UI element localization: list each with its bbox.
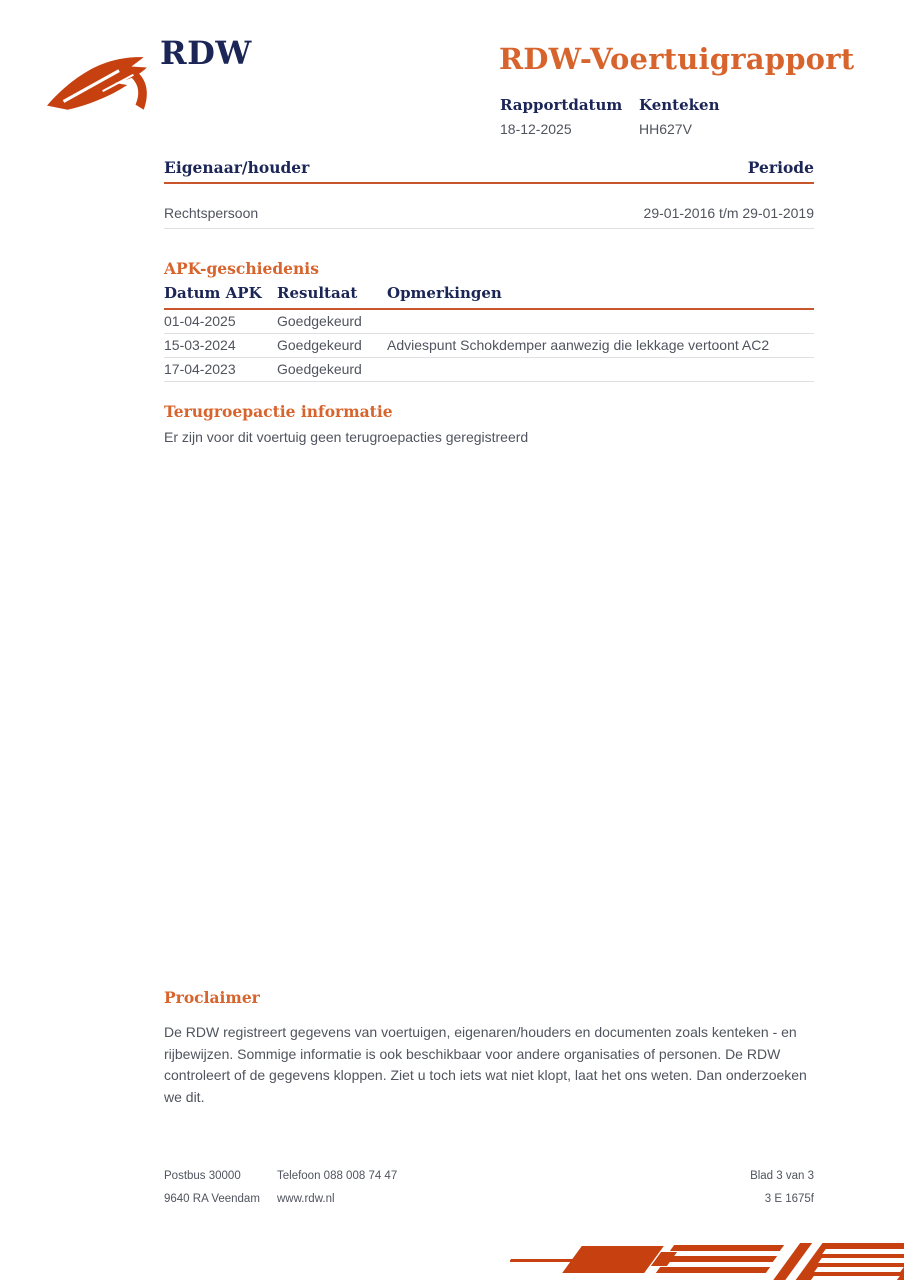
footer-address-line1: Postbus 30000 bbox=[164, 1170, 241, 1182]
footer-address-line2: 9640 RA Veendam bbox=[164, 1193, 260, 1205]
apk-history-section bbox=[164, 259, 814, 382]
report-date-block bbox=[500, 96, 639, 137]
rdw-wing-logo-icon bbox=[45, 54, 153, 114]
owner-section bbox=[164, 158, 814, 229]
report-date-value: 18-12-2025 bbox=[500, 121, 572, 137]
apk-remark bbox=[387, 358, 814, 382]
rdw-wordmark: RDW bbox=[160, 34, 252, 72]
table-row bbox=[164, 309, 814, 334]
license-plate-value: HH627V bbox=[639, 121, 692, 137]
period-value: 29-01-2016 t/m 29-01-2019 bbox=[643, 205, 814, 221]
owner-value: Rechtspersoon bbox=[164, 205, 259, 221]
recall-section bbox=[164, 402, 814, 445]
footer-page-indicator: Blad 3 van 3 bbox=[750, 1170, 814, 1182]
owner-row bbox=[164, 205, 814, 221]
footer-website: www.rdw.nl bbox=[277, 1193, 335, 1205]
owner-section-heading: Eigenaar/houder bbox=[164, 158, 310, 177]
table-row bbox=[164, 358, 814, 382]
recall-section-heading: Terugroepactie informatie bbox=[164, 402, 393, 421]
apk-date: 15-03-2024 bbox=[164, 334, 277, 358]
report-date-label: Rapportdatum bbox=[500, 96, 623, 114]
proclaimer-text: De RDW registreert gegevens van voertuigen, eigenaren/houders en documenten zoals kenteken - en rijbewijzen. Sommige informatie is ook beschikbaar voor andere organisaties of personen. De RDW controleert of de gegevens kloppen. Ziet u toch iets wat niet klopt, laat het ons weten. Dan onderzoeken we dit. bbox=[164, 1024, 807, 1105]
apk-result: Goedgekeurd bbox=[277, 334, 387, 358]
recall-status-text: Er zijn voor dit voertuig geen terugroepacties geregistreerd bbox=[164, 429, 529, 445]
footer-phone: Telefoon 088 008 74 47 bbox=[277, 1170, 398, 1182]
speed-stripes-icon bbox=[510, 1243, 904, 1280]
column-header-datum-apk: Datum APK bbox=[164, 284, 277, 309]
apk-remark bbox=[387, 309, 814, 334]
page-footer bbox=[164, 1170, 814, 1205]
apk-table bbox=[164, 284, 814, 382]
license-plate-label: Kenteken bbox=[639, 96, 720, 114]
column-header-resultaat: Resultaat bbox=[277, 284, 387, 309]
page-title: RDW-Voertuigrapport bbox=[499, 42, 855, 76]
proclaimer-heading: Proclaimer bbox=[164, 988, 260, 1007]
table-row bbox=[164, 334, 814, 358]
apk-result: Goedgekeurd bbox=[277, 309, 387, 334]
report-meta bbox=[500, 96, 719, 137]
apk-table-header-row bbox=[164, 284, 814, 309]
apk-date: 01-04-2025 bbox=[164, 309, 277, 334]
section-rule bbox=[164, 182, 814, 184]
column-header-opmerkingen: Opmerkingen bbox=[387, 284, 814, 309]
row-divider bbox=[164, 228, 814, 229]
footer-form-code: 3 E 1675f bbox=[764, 1193, 814, 1205]
apk-result: Goedgekeurd bbox=[277, 358, 387, 382]
proclaimer-section bbox=[164, 988, 814, 1108]
apk-date: 17-04-2023 bbox=[164, 358, 277, 382]
license-plate-block bbox=[639, 96, 719, 137]
apk-section-heading: APK-geschiedenis bbox=[164, 259, 319, 278]
apk-remark: Adviespunt Schokdemper aanwezig die lekkage vertoont AC2 bbox=[387, 334, 814, 358]
period-section-heading: Periode bbox=[747, 158, 814, 177]
